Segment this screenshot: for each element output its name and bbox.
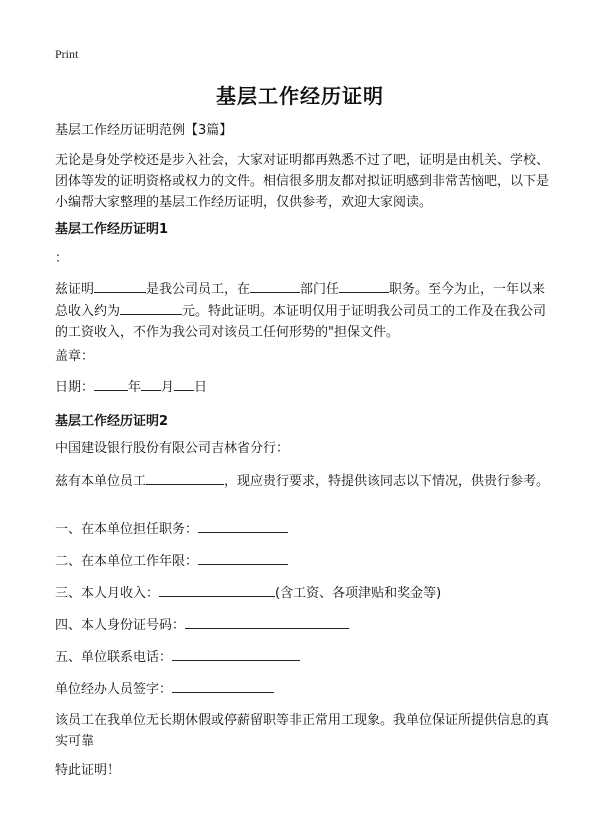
employee-blank — [146, 470, 224, 485]
name-blank — [94, 278, 146, 293]
department-blank — [250, 278, 300, 293]
signer-blank — [172, 678, 274, 693]
section1-body-a: 兹证明 — [55, 282, 95, 297]
item4-blank — [185, 614, 349, 629]
document-subtitle: 基层工作经历证明范例【3篇】 — [55, 123, 233, 138]
section2-body — [55, 470, 555, 492]
item2-blank — [198, 550, 288, 565]
item-position — [55, 518, 555, 540]
section1-body-e: 元。特此证明。本证明仅用于证明我公司员工的工作及在我公司的工资收入，不作为我公司对该员工任何形势的"担保文件。 — [55, 304, 547, 340]
addressee: 中国建设银行股份有限公司吉林省分行： — [55, 441, 290, 456]
statement: 该员工在我单位无长期休假或停薪留职等非正常用工现象。我单位保证所提供信息的真实可靠 — [55, 713, 550, 749]
item-income — [55, 582, 555, 604]
date-line — [55, 376, 555, 398]
section2-body-a: 兹有本单位员工 — [55, 474, 147, 489]
section1-body-d: 职务。至今为止，一年以来总收入约为 — [55, 282, 546, 319]
print-label: Print — [55, 47, 79, 61]
item3-note: (含工资、各项津贴和奖金等) — [275, 586, 442, 601]
item-years — [55, 550, 555, 572]
item4-label: 四、本人身份证号码： — [55, 618, 186, 633]
signer-line — [55, 678, 555, 700]
seal-label: 盖章： — [55, 349, 95, 364]
position-blank — [339, 278, 389, 293]
section1-heading: 基层工作经历证明1 — [55, 222, 169, 237]
section2-body-b: ，现应贵行要求，特提供该同志以下情况，供贵行参考。 — [224, 474, 550, 489]
item3-blank — [159, 582, 275, 597]
month-blank — [141, 376, 161, 391]
month-label: 月 — [161, 380, 175, 395]
day-label: 日 — [194, 380, 208, 395]
year-label: 年 — [128, 380, 142, 395]
section2-heading: 基层工作经历证明2 — [55, 414, 169, 429]
date-prefix: 日期： — [55, 380, 95, 395]
item-id-number — [55, 614, 555, 636]
item1-label: 一、在本单位担任职务： — [55, 522, 199, 537]
closing: 特此证明！ — [55, 763, 121, 778]
section1-body-c: 部门任 — [300, 282, 340, 297]
section1-body — [55, 278, 555, 343]
year-blank — [94, 376, 128, 391]
document-title: 基层工作经历证明 — [216, 84, 384, 108]
day-blank — [174, 376, 194, 391]
item1-blank — [198, 518, 288, 533]
item2-label: 二、在本单位工作年限： — [55, 554, 199, 569]
signer-label: 单位经办人员签字： — [55, 682, 173, 697]
item5-blank — [172, 646, 300, 661]
item5-label: 五、单位联系电话： — [55, 650, 173, 665]
intro-paragraph: 无论是身处学校还是步入社会，大家对证明都再熟悉不过了吧，证明是由机关、学校、团体等发的证明资格或权力的文件。相信很多朋友都对拟证明感到非常苦恼吧，以下是小编帮大家整理的基层工作经历证明，仅供参考，欢迎大家阅读。 — [55, 153, 550, 210]
section1-body-b: 是我公司员工，在 — [146, 282, 251, 297]
income-blank — [120, 300, 182, 315]
section1-colon: ： — [55, 251, 69, 266]
item-phone — [55, 646, 555, 668]
item3-label: 三、本人月收入： — [55, 586, 160, 601]
